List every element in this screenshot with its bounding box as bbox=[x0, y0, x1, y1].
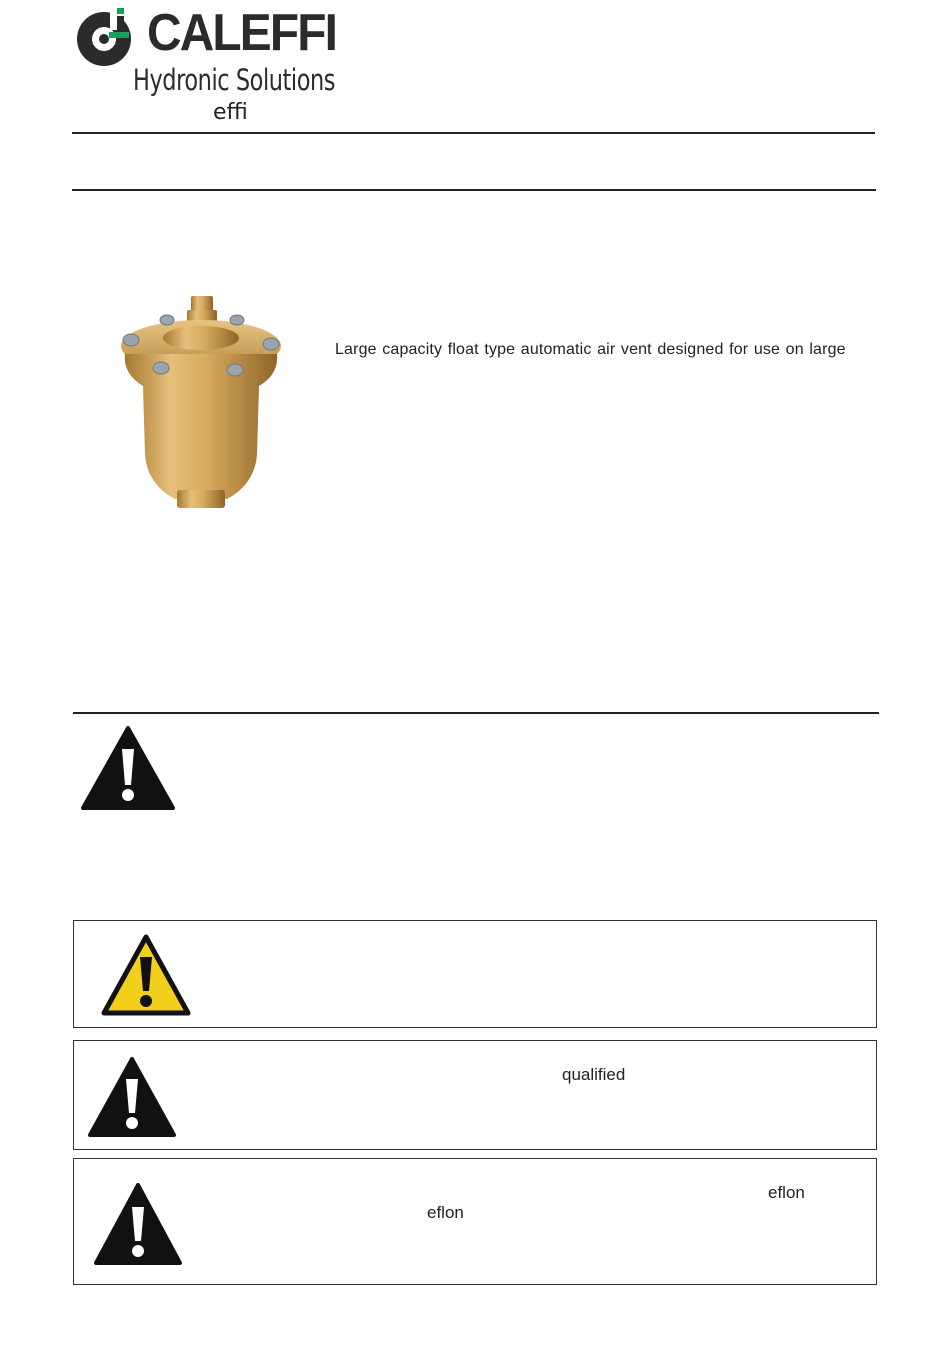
warning-triangle-icon bbox=[80, 725, 176, 811]
title-divider bbox=[72, 189, 876, 191]
product-description: Large capacity float type automatic air vent designed for use on large bbox=[335, 341, 846, 358]
notice-box-teflon bbox=[73, 1158, 877, 1285]
warning-triangle-yellow-icon bbox=[100, 933, 192, 1017]
caleffi-logo-icon bbox=[73, 6, 135, 68]
notice-text: eflon bbox=[427, 1203, 464, 1222]
warning-triangle-icon bbox=[92, 1181, 184, 1267]
header-suffix-text: effi bbox=[213, 100, 248, 125]
logo-tagline: Hydronic Solutions bbox=[133, 63, 336, 97]
notice-text: qualified bbox=[562, 1065, 626, 1084]
notice-box-qualified-installer bbox=[73, 1040, 877, 1150]
brass-air-vent-image bbox=[115, 294, 285, 512]
logo-wordmark: CALEFFI bbox=[147, 4, 337, 62]
warning-triangle-icon bbox=[86, 1055, 178, 1139]
header-divider bbox=[72, 132, 875, 134]
section-divider bbox=[73, 712, 879, 714]
notice-text: eflon bbox=[768, 1183, 805, 1202]
notice-box-caution bbox=[73, 920, 877, 1028]
